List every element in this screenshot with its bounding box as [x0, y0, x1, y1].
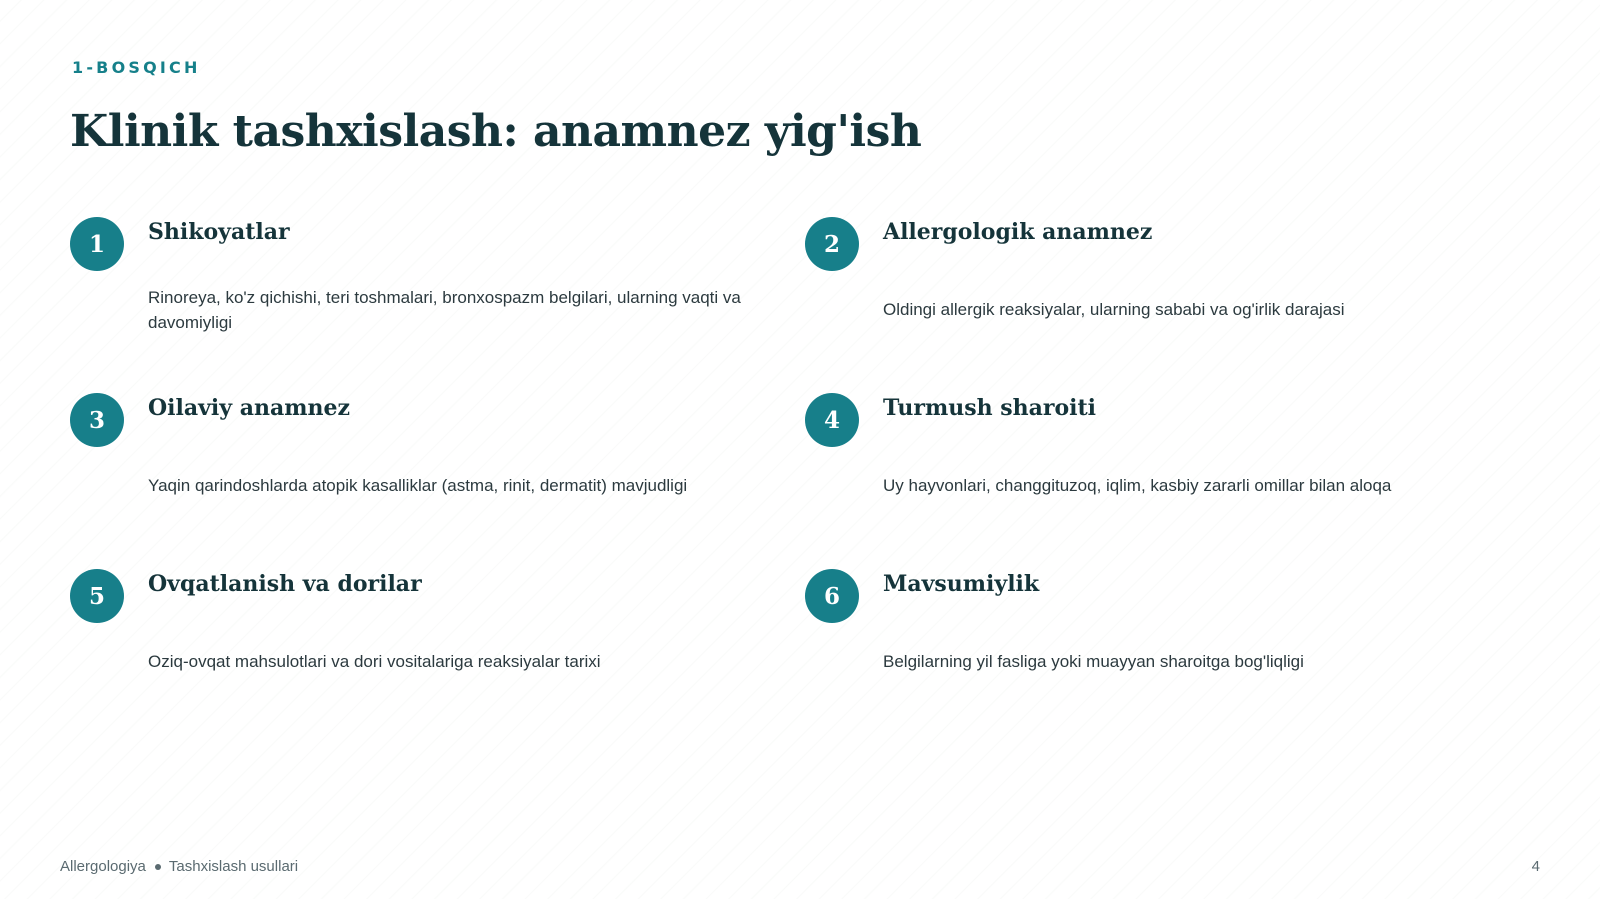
- separator-dot-icon: [155, 864, 161, 870]
- page-title: Klinik tashxislash: anamnez yig'ish: [70, 106, 922, 157]
- item-description: Uy hayvonlari, changgituzoq, iqlim, kasbiy zararli omillar bilan aloqa: [883, 476, 1392, 495]
- item-description: Yaqin qarindoshlarda atopik kasalliklar (astma, rinit, dermatit) mavjudligi: [148, 476, 688, 495]
- footer-breadcrumb: [60, 858, 298, 875]
- step-label: 1-BOSQICH: [72, 58, 201, 77]
- number-badge: 5: [70, 569, 124, 623]
- item-title: Oilaviy anamnez: [148, 395, 350, 421]
- page-number: 4: [1531, 858, 1540, 875]
- number-badge: 4: [805, 393, 859, 447]
- item-description: Rinoreya, ko'z qichishi, teri toshmalari, bronxospazm belgilari, ularning vaqti va davomiyligi: [148, 288, 741, 332]
- number-badge: 3: [70, 393, 124, 447]
- footer-section: Tashxislash usullari: [168, 858, 299, 875]
- item-description: Oziq-ovqat mahsulotlari va dori vositalariga reaksiyalar tarixi: [148, 652, 601, 671]
- item-title: Mavsumiylik: [883, 571, 1040, 597]
- item-title: Allergologik anamnez: [883, 219, 1153, 245]
- footer-course: Allergologiya: [60, 858, 146, 875]
- item-description: Oldingi allergik reaksiyalar, ularning sababi va og'irlik darajasi: [883, 300, 1345, 319]
- number-badge: 1: [70, 217, 124, 271]
- item-title: Shikoyatlar: [148, 219, 290, 245]
- number-badge: 6: [805, 569, 859, 623]
- item-description: Belgilarning yil fasliga yoki muayyan sharoitga bog'liqligi: [883, 652, 1304, 671]
- item-title: Turmush sharoiti: [883, 395, 1097, 421]
- number-badge: 2: [805, 217, 859, 271]
- item-title: Ovqatlanish va dorilar: [148, 571, 422, 597]
